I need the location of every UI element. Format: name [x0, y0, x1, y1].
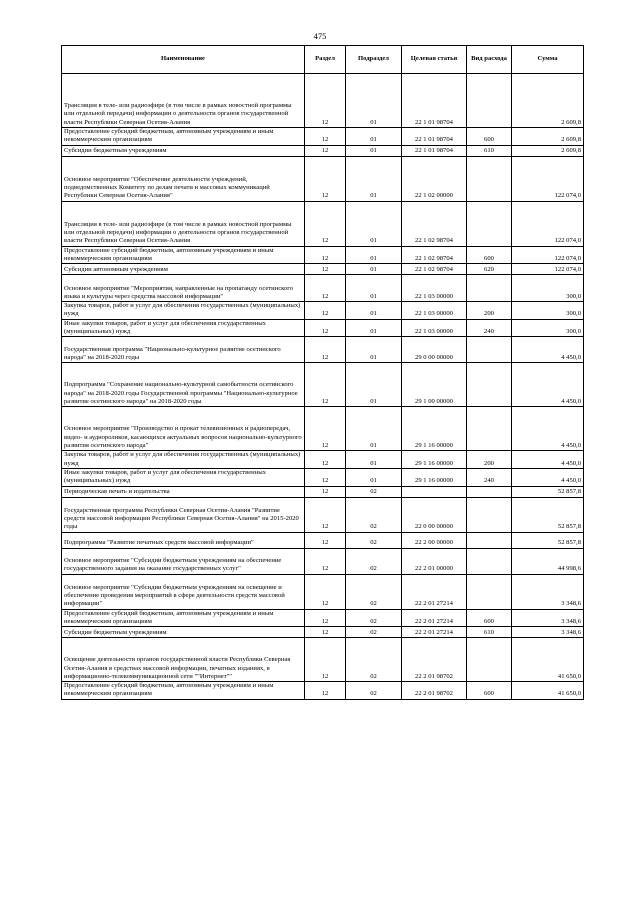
row-target: 22 1 01 98704: [402, 145, 467, 156]
row-name: Субсидии бюджетным учреждениям: [62, 627, 305, 638]
row-expense-type: 600: [467, 246, 512, 264]
row-subsection: 02: [346, 682, 402, 700]
table-row: [62, 486, 584, 497]
row-expense-type: [467, 74, 512, 128]
row-name: Закупка товаров, работ и услуг для обеспечения государственных (муниципальных) нужд: [62, 302, 305, 320]
row-amount: 2 609,8: [512, 145, 584, 156]
row-expense-type: 600: [467, 682, 512, 700]
header-section: Раздел: [305, 46, 346, 74]
row-name: Основное мероприятие "Обеспечение деятельности учреждений, подведомственных Комитету по делам печати и массовых коммуникаций Республики Северная Осетия-Алания": [62, 156, 305, 201]
table-row: [62, 319, 584, 337]
row-target: 22 1 01 98704: [402, 128, 467, 146]
table-row: [62, 156, 584, 201]
row-section: 12: [305, 532, 346, 548]
row-name: Трансляция в теле- или радиоэфире (в том числе в рамках новостной программы или отдельной передачи) информации о деятельности органов государственной власти Республики Северная Осетия-Алания: [62, 74, 305, 128]
row-amount: 122 074,0: [512, 264, 584, 275]
row-target: 22 2 01 27214: [402, 609, 467, 627]
row-amount: 44 998,6: [512, 548, 584, 574]
table-row: [62, 145, 584, 156]
row-target: 22 2 01 98702: [402, 638, 467, 682]
row-section: 12: [305, 156, 346, 201]
header-expense-type: Вид расхода: [467, 46, 512, 74]
table-row: [62, 363, 584, 407]
row-subsection: 01: [346, 201, 402, 246]
row-subsection: 01: [346, 337, 402, 363]
row-target: 22 1 02 00000: [402, 156, 467, 201]
row-subsection: 02: [346, 486, 402, 497]
table-row: [62, 609, 584, 627]
row-amount: 52 857,8: [512, 532, 584, 548]
table-body: [62, 74, 584, 700]
row-expense-type: 610: [467, 145, 512, 156]
header-name: Наименование: [62, 46, 305, 74]
row-name: Иные закупки товаров, работ и услуг для обеспечения государственных (муниципальных) нужд: [62, 319, 305, 337]
table-row: [62, 548, 584, 574]
table-row: [62, 407, 584, 451]
row-section: 12: [305, 627, 346, 638]
row-expense-type: 620: [467, 264, 512, 275]
row-section: 12: [305, 574, 346, 609]
table-row: [62, 128, 584, 146]
header-amount: Сумма: [512, 46, 584, 74]
row-section: 12: [305, 609, 346, 627]
row-section: 12: [305, 302, 346, 320]
row-expense-type: 240: [467, 468, 512, 486]
row-target: 29 0 00 00000: [402, 337, 467, 363]
row-amount: 41 650,0: [512, 682, 584, 700]
row-expense-type: 610: [467, 627, 512, 638]
row-section: 12: [305, 264, 346, 275]
table-row: [62, 627, 584, 638]
row-name: Подпрограмма "Сохранение национально-культурной самобытности осетинского народа" на 2018-2020 годы Государственной программы "Национально-культурное развитие осетинского народа" на 2018-2020 годы: [62, 363, 305, 407]
row-subsection: 02: [346, 548, 402, 574]
row-name: Основное мероприятие "Производство и прокат телевизионных и радиопередач, видео- и аудиороликов, касающихся актуальных вопросов национально-культурного развития осетинского народа": [62, 407, 305, 451]
row-section: 12: [305, 548, 346, 574]
row-section: 12: [305, 468, 346, 486]
row-subsection: 02: [346, 638, 402, 682]
row-target: 22 1 02 98704: [402, 246, 467, 264]
row-name: Иные закупки товаров, работ и услуг для обеспечения государственных (муниципальных) нужд: [62, 468, 305, 486]
row-amount: 3 348,6: [512, 574, 584, 609]
row-expense-type: 200: [467, 302, 512, 320]
row-name: Предоставление субсидий бюджетным, автономным учреждениям и иным некоммерческим организациям: [62, 246, 305, 264]
row-amount: 122 074,0: [512, 246, 584, 264]
row-section: 12: [305, 451, 346, 469]
row-amount: 41 650,0: [512, 638, 584, 682]
table-row: [62, 468, 584, 486]
table-row: [62, 574, 584, 609]
row-subsection: 02: [346, 574, 402, 609]
row-amount: 4 450,0: [512, 468, 584, 486]
row-amount: 52 857,8: [512, 486, 584, 497]
table-row: [62, 264, 584, 275]
row-subsection: 02: [346, 497, 402, 532]
row-target: 29 1 16 00000: [402, 451, 467, 469]
row-amount: 2 609,8: [512, 128, 584, 146]
row-expense-type: 600: [467, 128, 512, 146]
row-expense-type: 200: [467, 451, 512, 469]
row-subsection: 02: [346, 532, 402, 548]
row-expense-type: [467, 407, 512, 451]
budget-table: [61, 45, 584, 700]
row-amount: 300,0: [512, 302, 584, 320]
row-name: Закупка товаров, работ и услуг для обеспечения государственных (муниципальных) нужд: [62, 451, 305, 469]
row-name: Основное мероприятие "Мероприятия, направленные на пропаганду осетинского языка и культуры через средства массовой информации": [62, 275, 305, 302]
row-section: 12: [305, 145, 346, 156]
table-row: [62, 302, 584, 320]
row-subsection: 02: [346, 609, 402, 627]
row-target: 29 1 16 00000: [402, 468, 467, 486]
row-amount: 300,0: [512, 319, 584, 337]
table-row: [62, 275, 584, 302]
row-name: Освещение деятельности органов государственной власти Республики Северная Осетия-Алания в средствах массовой информации, печатных изданиях, в информационно-телекоммуникационной сети ""Интернет"": [62, 638, 305, 682]
header-subsection: Подраздел: [346, 46, 402, 74]
row-subsection: 01: [346, 407, 402, 451]
row-name: Государственная программа "Национально-культурное развитие осетинского народа" на 2018-2020 годы: [62, 337, 305, 363]
row-expense-type: [467, 497, 512, 532]
row-section: 12: [305, 128, 346, 146]
row-amount: 2 609,8: [512, 74, 584, 128]
row-subsection: 01: [346, 145, 402, 156]
row-name: Трансляция в теле- или радиоэфире (в том числе в рамках новостной программы или отдельной передачи) информации о деятельности органов государственной власти Республики Северная Осетия-Алания: [62, 201, 305, 246]
row-section: 12: [305, 201, 346, 246]
row-target: 22 1 03 00000: [402, 302, 467, 320]
row-target: 22 1 02 98704: [402, 264, 467, 275]
table-row: [62, 201, 584, 246]
row-expense-type: [467, 486, 512, 497]
row-subsection: 01: [346, 74, 402, 128]
row-target: 22 2 01 27214: [402, 574, 467, 609]
row-target: 22 2 01 98702: [402, 682, 467, 700]
row-subsection: 01: [346, 302, 402, 320]
row-target: 22 1 01 98704: [402, 74, 467, 128]
row-name: Основное мероприятие "Субсидии бюджетным учреждениям на освещение и обеспечение проведения мероприятий в сфере деятельности средств массовой информации": [62, 574, 305, 609]
row-expense-type: [467, 156, 512, 201]
row-target: [402, 486, 467, 497]
row-amount: 122 074,0: [512, 156, 584, 201]
row-subsection: 01: [346, 319, 402, 337]
row-amount: 4 450,0: [512, 337, 584, 363]
row-target: 22 1 03 00000: [402, 275, 467, 302]
row-target: 22 0 00 00000: [402, 497, 467, 532]
row-name: Периодическая печать и издательства: [62, 486, 305, 497]
row-name: Субсидии бюджетным учреждениям: [62, 145, 305, 156]
table-row: [62, 638, 584, 682]
row-amount: 122 074,0: [512, 201, 584, 246]
row-expense-type: [467, 532, 512, 548]
row-subsection: 01: [346, 264, 402, 275]
row-target: 29 1 16 00000: [402, 407, 467, 451]
row-target: 29 1 00 00000: [402, 363, 467, 407]
row-target: 22 2 00 00000: [402, 532, 467, 548]
row-section: 12: [305, 337, 346, 363]
row-expense-type: 600: [467, 609, 512, 627]
row-amount: 3 348,6: [512, 627, 584, 638]
row-expense-type: [467, 638, 512, 682]
row-amount: 4 450,0: [512, 451, 584, 469]
header-row: [62, 46, 584, 74]
row-subsection: 01: [346, 246, 402, 264]
row-subsection: 01: [346, 451, 402, 469]
row-section: 12: [305, 638, 346, 682]
row-target: 22 2 01 27214: [402, 627, 467, 638]
row-expense-type: [467, 275, 512, 302]
table-row: [62, 451, 584, 469]
row-amount: 4 450,0: [512, 363, 584, 407]
row-amount: 300,0: [512, 275, 584, 302]
row-expense-type: [467, 337, 512, 363]
table-row: [62, 532, 584, 548]
row-section: 12: [305, 497, 346, 532]
row-expense-type: [467, 548, 512, 574]
row-amount: 4 450,0: [512, 407, 584, 451]
row-expense-type: 240: [467, 319, 512, 337]
row-name: Субсидии автономным учреждениям: [62, 264, 305, 275]
row-subsection: 01: [346, 128, 402, 146]
header-target: Целевая статья: [402, 46, 467, 74]
page-number: 475: [313, 31, 327, 41]
row-name: Предоставление субсидий бюджетным, автономным учреждениям и иным некоммерческим организациям: [62, 609, 305, 627]
table-row: [62, 246, 584, 264]
row-name: Предоставление субсидий бюджетным, автономным учреждениям и иным некоммерческим организациям: [62, 682, 305, 700]
table-row: [62, 497, 584, 532]
row-target: 22 1 03 00000: [402, 319, 467, 337]
row-subsection: 02: [346, 627, 402, 638]
row-subsection: 01: [346, 468, 402, 486]
row-section: 12: [305, 682, 346, 700]
row-name: Основное мероприятие "Субсидии бюджетным учреждениям на обеспечение государственного задания на оказание государственных услуг": [62, 548, 305, 574]
table-row: [62, 74, 584, 128]
row-section: 12: [305, 319, 346, 337]
row-target: 22 1 02 98704: [402, 201, 467, 246]
table-row: [62, 682, 584, 700]
row-name: Подпрограмма "Развитие печатных средств массовой информации": [62, 532, 305, 548]
row-section: 12: [305, 407, 346, 451]
row-amount: 3 348,6: [512, 609, 584, 627]
row-name: Предоставление субсидий бюджетным, автономным учреждениям и иным некоммерческим организациям: [62, 128, 305, 146]
row-section: 12: [305, 363, 346, 407]
row-section: 12: [305, 275, 346, 302]
row-subsection: 01: [346, 363, 402, 407]
row-expense-type: [467, 574, 512, 609]
row-expense-type: [467, 363, 512, 407]
row-section: 12: [305, 246, 346, 264]
row-target: 22 2 01 00000: [402, 548, 467, 574]
row-subsection: 01: [346, 275, 402, 302]
row-subsection: 01: [346, 156, 402, 201]
row-expense-type: [467, 201, 512, 246]
table-row: [62, 337, 584, 363]
row-section: 12: [305, 486, 346, 497]
row-amount: 52 857,8: [512, 497, 584, 532]
row-section: 12: [305, 74, 346, 128]
row-name: Государственная программа Республики Северная Осетия-Алания "Развитие средств массовой информации Республики Северная Осетия-Алания" на 2015-2020 годы: [62, 497, 305, 532]
